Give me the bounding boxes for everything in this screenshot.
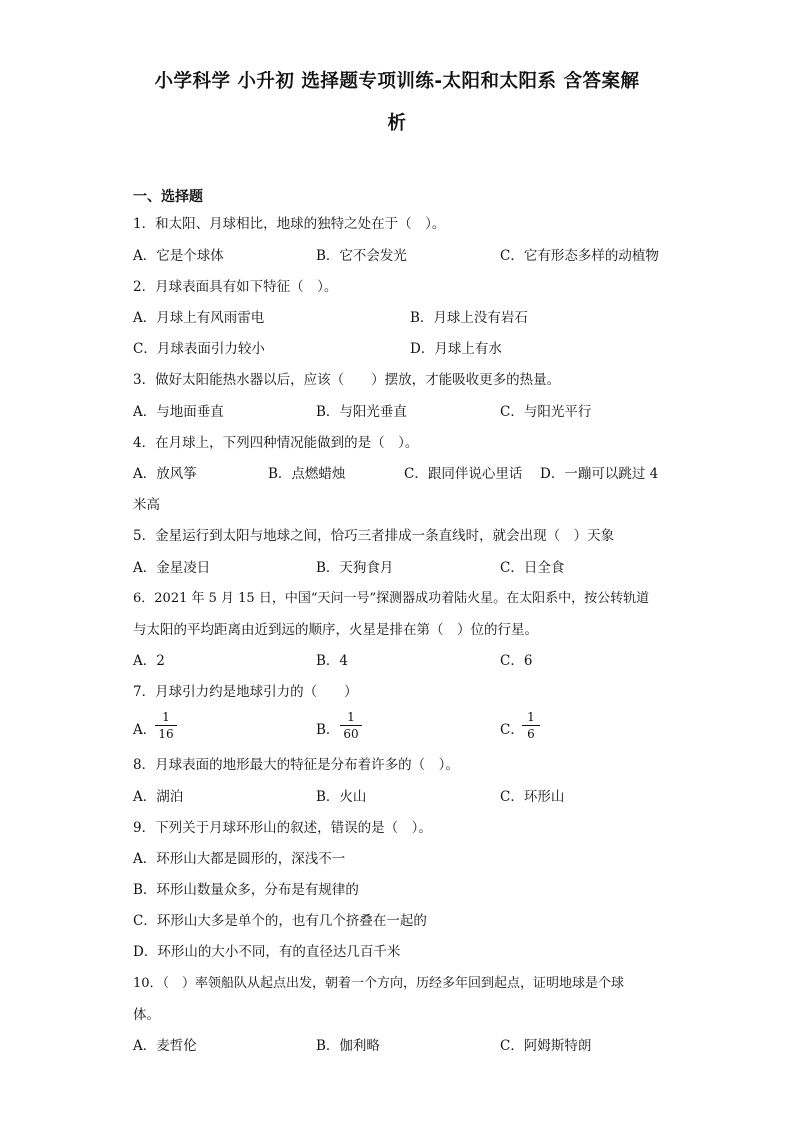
q6-option-c: C．6 <box>500 653 533 669</box>
q5-option-a: A．金星凌日 <box>133 560 211 576</box>
fraction-denominator: 6 <box>527 727 535 741</box>
q7-option-a-label: A． <box>133 722 157 738</box>
q5-option-c: C．日全食 <box>500 560 565 576</box>
q4-option-c: C．跟同伴说心里话 <box>404 466 523 482</box>
q1-option-c: C．它有形态多样的动植物 <box>500 248 659 264</box>
q3-option-a: A．与地面垂直 <box>133 404 224 420</box>
q2-option-d: D．月球上有水 <box>410 341 502 357</box>
question-2-stem: 2．月球表面具有如下特征（ ）。 <box>133 279 338 295</box>
page-title <box>120 64 674 142</box>
q7-option-a-fraction <box>155 709 177 742</box>
fraction-numerator: 1 <box>155 709 177 726</box>
fraction-numerator: 1 <box>522 709 540 726</box>
question-6-stem-continued: 与太阳的平均距离由近到远的顺序，火星是排在第（ ）位的行星。 <box>133 622 538 638</box>
q9-option-a: A．环形山大都是圆形的，深浅不一 <box>133 851 346 867</box>
q6-option-b: B．4 <box>316 653 349 669</box>
q8-option-c: C．环形山 <box>500 789 565 805</box>
fraction-numerator: 1 <box>340 709 362 726</box>
q4-option-a: A．放风筝 <box>133 466 197 482</box>
q7-option-c-label: C． <box>500 722 524 738</box>
q8-option-b: B．火山 <box>316 789 367 805</box>
q7-option-c-fraction <box>522 709 540 742</box>
title-line-1: 小学科学 小升初 选择题专项训练-太阳和太阳系 含答案解 <box>154 71 640 92</box>
question-8-stem: 8．月球表面的地形最大的特征是分布着许多的（ ）。 <box>133 757 459 773</box>
question-1-stem: 1．和太阳、月球相比，地球的独特之处在于（ ）。 <box>133 216 446 232</box>
q1-option-b: B．它不会发光 <box>316 248 407 264</box>
q3-option-c: C．与阳光平行 <box>500 404 592 420</box>
q2-option-c: C．月球表面引力较小 <box>133 341 265 357</box>
q10-option-c: C．阿姆斯特朗 <box>500 1038 592 1054</box>
q1-option-a: A．它是个球体 <box>133 248 224 264</box>
q4-option-b: B．点燃蜡烛 <box>268 466 346 482</box>
q6-option-a: A．2 <box>133 653 165 669</box>
q2-option-a: A．月球上有风雨雷电 <box>133 310 265 326</box>
q9-option-b: B．环形山数量众多，分布是有规律的 <box>133 882 359 898</box>
q8-option-a: A．湖泊 <box>133 789 184 805</box>
question-10-stem: 10．（ ）率领船队从起点出发，朝着一个方向，历经多年回到起点，证明地球是个球 <box>133 976 625 991</box>
q10-option-b: B．伽利略 <box>316 1038 380 1054</box>
question-9-stem: 9．下列关于月球环形山的叙述，错误的是（ ）。 <box>133 820 432 836</box>
q10-option-a: A．麦哲伦 <box>133 1038 197 1054</box>
question-3-stem: 3．做好太阳能热水器以后，应该（ ）摆放，才能吸收更多的热量。 <box>133 372 561 388</box>
title-line-2: 析 <box>387 113 407 134</box>
section-heading: 一、选择题 <box>133 189 203 205</box>
q5-option-b: B．天狗食月 <box>316 560 394 576</box>
question-10-stem-continued: 体。 <box>133 1007 160 1023</box>
q4-option-d: D．一蹦可以跳过 4 <box>540 466 659 482</box>
q7-option-b-fraction <box>340 709 362 742</box>
question-6-stem: 6．2021 年 5 月 15 日，中国“天问一号”探测器成功着陆火星。在太阳系中，按公转轨道 <box>133 591 650 606</box>
fraction-denominator: 16 <box>158 727 174 741</box>
q9-option-d: D．环形山的大小不同，有的直径达几百千米 <box>133 944 401 960</box>
question-5-stem: 5．金星运行到太阳与地球之间，恰巧三者排成一条直线时，就会出现（ ）天象 <box>133 528 615 544</box>
question-4-stem: 4．在月球上，下列四种情况能做到的是（ ）。 <box>133 435 419 451</box>
fraction-denominator: 60 <box>343 727 359 741</box>
q2-option-b: B．月球上没有岩石 <box>410 310 528 326</box>
q9-option-c: C．环形山大多是单个的，也有几个挤叠在一起的 <box>133 913 427 929</box>
q7-option-b-label: B． <box>316 722 340 738</box>
q4-option-d-continued: 米高 <box>133 497 160 513</box>
q3-option-b: B．与阳光垂直 <box>316 404 407 420</box>
question-7-stem: 7．月球引力约是地球引力的（ ） <box>133 684 358 700</box>
